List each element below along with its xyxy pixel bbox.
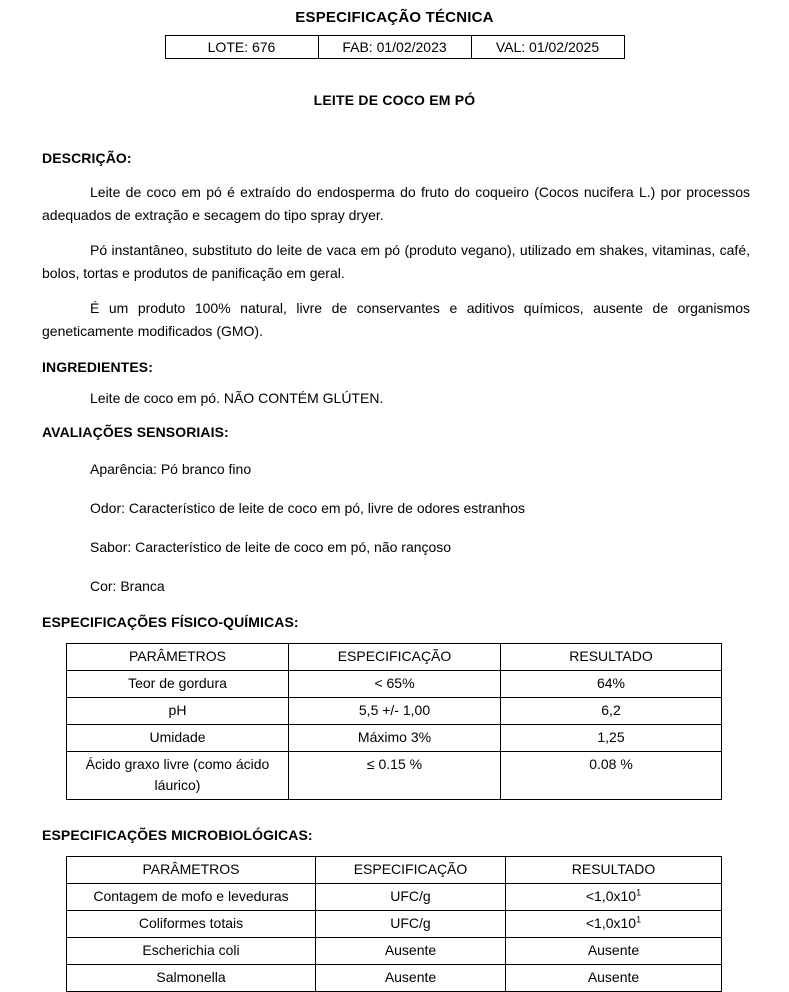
descricao-paragraph-3: É um produto 100% natural, livre de conservantes e aditivos químicos, ausente de organismos geneticamente modificados (GMO). [42,300,750,339]
sensory-item-aparencia: Aparência: Pó branco fino [90,461,252,477]
cell-parametro: Umidade [67,725,289,752]
expiry-date-cell: VAL: 01/02/2025 [471,36,624,58]
cell-especificacao: UFC/g [316,911,506,938]
lot-header-wrapper [0,35,789,59]
microbiologicas-table [66,856,722,992]
descricao-paragraph-1: Leite de coco em pó é extraído do endosperma do fruto do coqueiro (Cocos nucifera L.) por processos adequados de extração e secagem do tipo spray dryer. [42,184,750,223]
product-name: LEITE DE COCO EM PÓ [313,92,476,108]
fisico-quimicas-table [66,643,722,800]
cell-especificacao: UFC/g [316,884,506,911]
lot-header-box [165,35,625,59]
document-page [0,9,789,985]
sensory-item-sabor: Sabor: Característico de leite de coco em pó, não rançoso [90,539,452,555]
table-header-row [67,644,722,671]
sensory-item-odor: Odor: Característico de leite de coco em pó, livre de odores estranhos [90,500,525,516]
table-header-row [67,857,722,884]
table-row [67,752,722,800]
table-row [67,965,722,992]
cell-resultado: 1,25 [501,725,722,752]
sensory-item-cor: Cor: Branca [90,578,165,594]
table-row [67,938,722,965]
cell-especificacao: 5,5 +/- 1,00 [289,698,501,725]
lot-number-cell: LOTE: 676 [207,39,276,55]
table-row [67,725,722,752]
cell-parametro: pH [67,698,289,725]
ingredientes-text: Leite de coco em pó. NÃO CONTÉM GLÚTEN. [90,390,384,406]
column-header-parametros: PARÂMETROS [67,644,289,671]
table-row [67,884,722,911]
cell-resultado: 0.08 % [501,752,722,800]
manufacture-date-cell: FAB: 01/02/2023 [318,36,471,58]
descricao-paragraph-2: Pó instantâneo, substituto do leite de vaca em pó (produto vegano), utilizado em shakes, vitaminas, café, bolos, tortas e produtos de panificação em geral. [42,242,750,281]
document-title: ESPECIFICAÇÃO TÉCNICA [295,9,494,26]
column-header-parametros: PARÂMETROS [67,857,316,884]
column-header-resultado: RESULTADO [506,857,722,884]
cell-parametro: Coliformes totais [67,911,316,938]
cell-parametro: Escherichia coli [67,938,316,965]
resultado-exponent: 1 [636,887,642,898]
resultado-base: <1,0x10 [585,888,637,904]
cell-resultado [506,938,722,965]
table-row [67,671,722,698]
table-row [67,911,722,938]
cell-parametro: Salmonella [67,965,316,992]
column-header-resultado: RESULTADO [501,644,722,671]
cell-resultado: 64% [501,671,722,698]
cell-especificacao: ≤ 0.15 % [289,752,501,800]
cell-especificacao: Ausente [316,938,506,965]
column-header-especificacao: ESPECIFICAÇÃO [289,644,501,671]
cell-especificacao: Ausente [316,965,506,992]
column-header-especificacao: ESPECIFICAÇÃO [316,857,506,884]
cell-resultado: 6,2 [501,698,722,725]
cell-parametro: Contagem de mofo e leveduras [67,884,316,911]
resultado-exponent: 1 [636,914,642,925]
cell-parametro: Teor de gordura [67,671,289,698]
resultado-base: Ausente [587,942,640,958]
cell-especificacao: < 65% [289,671,501,698]
section-heading-ingredientes: INGREDIENTES: [42,359,153,375]
cell-especificacao: Máximo 3% [289,725,501,752]
section-heading-sensoriais: AVALIAÇÕES SENSORIAIS: [42,424,229,440]
cell-resultado [506,965,722,992]
resultado-base: Ausente [587,969,640,985]
section-heading-descricao: DESCRIÇÃO: [42,150,132,166]
table-row [67,698,722,725]
cell-resultado [506,884,722,911]
resultado-base: <1,0x10 [585,915,637,931]
section-heading-fisico-quimicas: ESPECIFICAÇÕES FÍSICO-QUÍMICAS: [42,614,299,630]
cell-resultado [506,911,722,938]
cell-parametro: Ácido graxo livre (como ácido láurico) [67,752,289,800]
section-heading-microbiologicas: ESPECIFICAÇÕES MICROBIOLÓGICAS: [42,827,313,843]
